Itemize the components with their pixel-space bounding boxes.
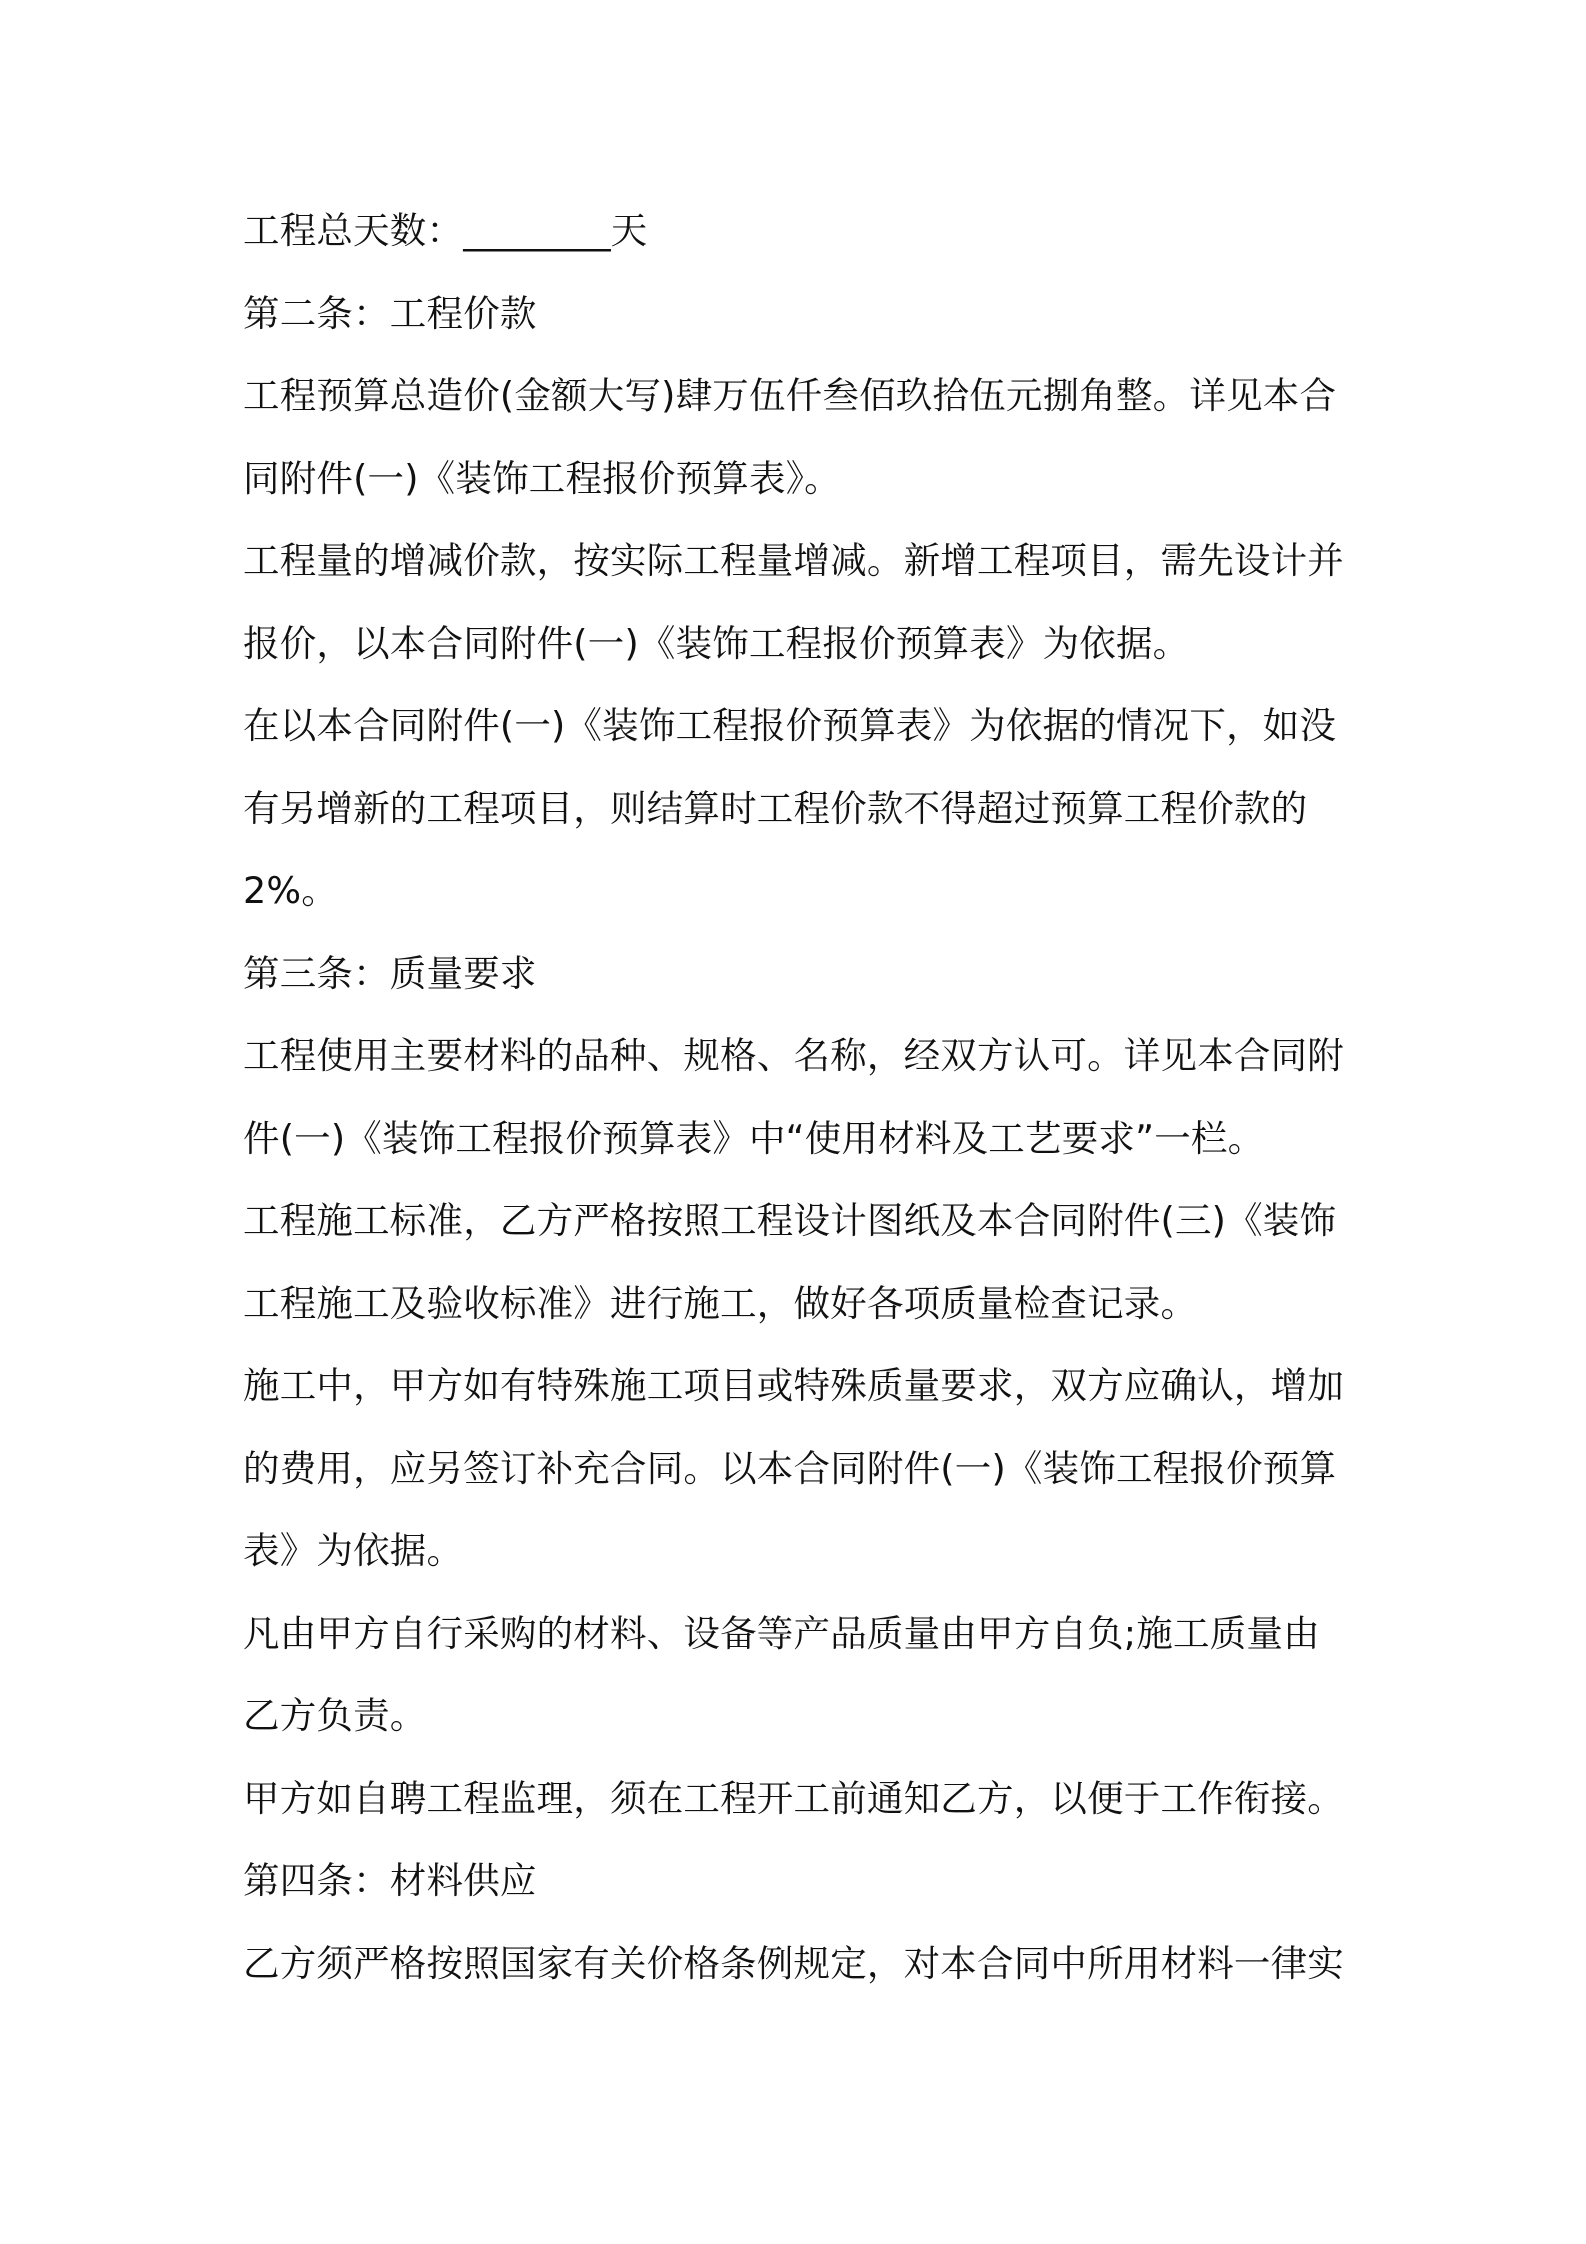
text-line: 甲方如自聘工程监理，须在工程开工前通知乙方，以便于工作衔接。 (243, 1776, 1344, 1820)
section-heading-article-2: 第二条：工程价款 (243, 291, 537, 335)
text-line: 工程预算总造价(金额大写)肆万伍仟叁佰玖拾伍元捌角整。详见本合 (243, 374, 1337, 417)
section-heading-article-3: 第三条：质量要求 (243, 951, 537, 995)
text-line: 工程使用主要材料的品种、规格、名称，经双方认可。详见本合同附 (243, 1034, 1344, 1077)
text-line: 有另增新的工程项目，则结算时工程价款不得超过预算工程价款的 (243, 786, 1308, 830)
section-heading-article-4: 第四条：材料供应 (243, 1859, 537, 1902)
text-line: 件(一)《装饰工程报价预算表》中“使用材料及工艺要求”一栏。 (243, 1116, 1265, 1160)
text-line: 表》为依据。 (243, 1529, 464, 1572)
text-line-total-days: 工程总天数：________天 (243, 209, 648, 252)
text-line: 的费用，应另签订补充合同。以本合同附件(一)《装饰工程报价预算 (243, 1446, 1337, 1490)
text-line: 凡由甲方自行采购的材料、设备等产品质量由甲方自负;施工质量由 (243, 1611, 1320, 1655)
text-line: 工程量的增减价款，按实际工程量增减。新增工程项目，需先设计并 (243, 539, 1344, 582)
text-line: 同附件(一)《装饰工程报价预算表》。 (243, 456, 841, 500)
text-line: 乙方负责。 (243, 1694, 427, 1737)
text-line: 工程施工标准，乙方严格按照工程设计图纸及本合同附件(三)《装饰 (243, 1199, 1337, 1242)
text-line: 在以本合同附件(一)《装饰工程报价预算表》为依据的情况下，如没 (243, 704, 1337, 747)
text-line: 2%。 (243, 869, 339, 912)
text-line: 工程施工及验收标准》进行施工，做好各项质量检查记录。 (243, 1281, 1198, 1325)
document-body (243, 202, 1353, 2017)
text-line: 施工中，甲方如有特殊施工项目或特殊质量要求，双方应确认，增加 (243, 1364, 1344, 1407)
text-line: 报价，以本合同附件(一)《装饰工程报价预算表》为依据。 (243, 621, 1190, 665)
text-line: 乙方须严格按照国家有关价格条例规定，对本合同中所用材料一律实 (243, 1941, 1344, 1985)
